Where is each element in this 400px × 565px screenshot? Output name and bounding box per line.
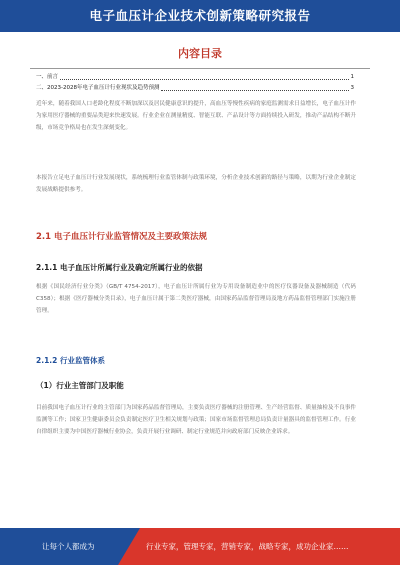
section-heading: 2.1 电子血压计行业监管情况及主要政策法规 (36, 232, 208, 242)
report-title: 电子血压计企业技术创新策略研究报告 (89, 8, 311, 23)
toc-leader-dots (161, 85, 348, 91)
toc-title: 内容目录 (178, 47, 222, 60)
intro-paragraph: 本报告立足电子血压计行业发展现状，系统梳理行业监管体制与政策环境，分析企业技术创新的路径与策略，以期为行业企业制定发展战略提供参考。 (36, 175, 356, 193)
footer-slogan-right: 行业专家，管理专家，营销专家，战略专家，成功企业家…… (146, 542, 349, 551)
intro-paragraph: 近年来，随着我国人口老龄化程度不断加深以及居民健康意识的提升，高血压等慢性疾病的家庭监测需求日益增长，电子血压计作为家用医疗器械的重要品类迎来快速发展。行业企业在测量精度、智能互联、产品设计等方面持续投入研发，推动产品结构不断升级，市场竞争格局也在发生深刻变化。 (36, 101, 356, 131)
body-paragraph: 根据《国民经济行业分类》（GB/T 4754-2017），电子血压计所属行业为专用设备制造业中的医疗仪器设备及器械制造（代码C358）；根据《医疗器械分类目录》，电子血压计属于第二类医疗器械，由国家药品监督管理局及地方药品监督管理部门实施注册管理。 (36, 284, 356, 314)
toc-item-page: 3 (350, 85, 354, 91)
toc-item-page: 1 (350, 74, 354, 80)
sub-heading: （1）行业主管部门及职能 (36, 381, 124, 390)
toc-item[interactable] (36, 72, 354, 82)
toc-item[interactable] (36, 83, 354, 93)
body-paragraph: 目前我国电子血压计行业的主管部门为国家药品监督管理局，主要负责医疗器械的注册管理、生产经营监督、质量抽检及不良事件监测等工作；国家卫生健康委员会负责制定医疗卫生相关规划与政策；国家市场监督管理总局负责计量器具的监督管理工作。行业自律组织主要为中国医疗器械行业协会，负责开展行业调研、制定行业规范并向政府部门反映企业诉求。 (36, 405, 356, 435)
toc-leader-dots (60, 74, 348, 80)
toc-item-label: 二、2023-2028年电子血压计行业现状及趋势预测 (36, 85, 160, 91)
subsection-heading: 2.1.1 电子血压计所属行业及确定所属行业的依据 (36, 263, 203, 272)
subsection-heading: 2.1.2 行业监管体系 (36, 356, 105, 365)
toc-item-label: 一、前言 (36, 74, 59, 80)
page-header (0, 0, 400, 32)
footer-slogan-left: 让每个人都成为 (42, 542, 95, 551)
page-footer (0, 528, 400, 565)
toc-top-rule (30, 68, 370, 69)
footer-accent (118, 528, 140, 565)
